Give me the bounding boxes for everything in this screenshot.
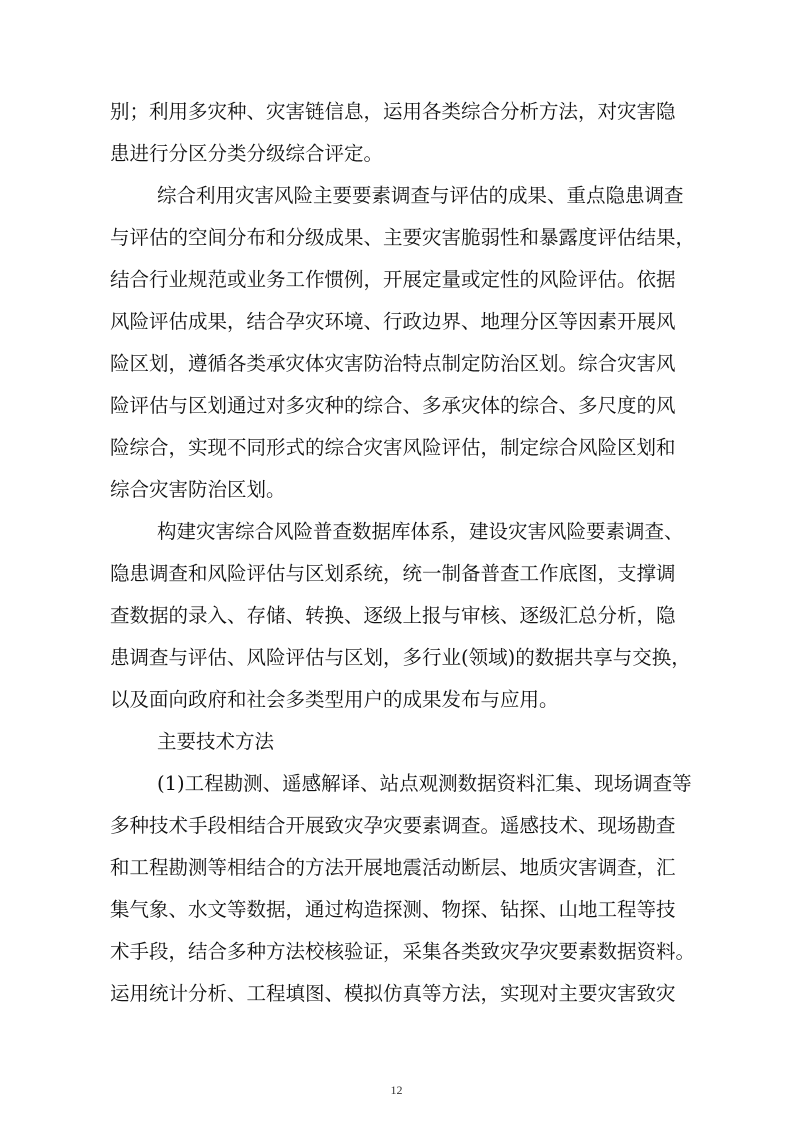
text-line: 以及面向政府和社会多类型用户的成果发布与应用。: [110, 688, 559, 711]
section-heading: 主要技术方法: [157, 730, 275, 753]
paragraph-first-line: (1)工程勘测、遥感解译、站点观测数据资料汇集、现场调查等: [157, 772, 692, 795]
paragraph-first-line: 构建灾害综合风险普查数据库体系，建设灾害风险要素调查、: [157, 520, 684, 543]
text-line: 多种技术手段相结合开展致灾孕灾要素调查。遥感技术、现场勘查: [110, 814, 676, 837]
text-line: 别；利用多灾种、灾害链信息，运用各类综合分析方法，对灾害隐: [110, 100, 676, 123]
text-line: 险评估与区划通过对多灾种的综合、多承灾体的综合、多尺度的风: [110, 394, 676, 417]
text-line: 和工程勘测等相结合的方法开展地震活动断层、地质灾害调查，汇: [110, 856, 676, 879]
text-line: 患调查与评估、风险评估与区划，多行业(领域)的数据共享与交换，: [110, 646, 691, 669]
text-line: 运用统计分析、工程填图、模拟仿真等方法，实现对主要灾害致灾: [110, 982, 676, 1005]
text-line: 综合灾害防治区划。: [110, 478, 286, 501]
text-line: 查数据的录入、存储、转换、逐级上报与审核、逐级汇总分析，隐: [110, 604, 676, 627]
text-line: 险综合，实现不同形式的综合灾害风险评估，制定综合风险区划和: [110, 436, 676, 459]
paragraph-first-line: 综合利用灾害风险主要要素调查与评估的成果、重点隐患调查: [157, 184, 684, 207]
text-line: 患进行分区分类分级综合评定。: [110, 142, 384, 165]
page-number: 12: [390, 1083, 403, 1097]
text-line: 结合行业规范或业务工作惯例，开展定量或定性的风险评估。依据: [110, 268, 676, 291]
text-line: 集气象、水文等数据，通过构造探测、物探、钻探、山地工程等技: [110, 898, 676, 921]
text-line: 与评估的空间分布和分级成果、主要灾害脆弱性和暴露度评估结果，: [110, 226, 696, 249]
text-line: 隐患调查和风险评估与区划系统，统一制备普查工作底图，支撑调: [110, 562, 676, 585]
text-line: 风险评估成果，结合孕灾环境、行政边界、地理分区等因素开展风: [110, 310, 676, 333]
text-line: 术手段，结合多种方法校核验证，采集各类致灾孕灾要素数据资料。: [110, 940, 696, 963]
text-line: 险区划，遵循各类承灾体灾害防治特点制定防治区划。综合灾害风: [110, 352, 676, 375]
